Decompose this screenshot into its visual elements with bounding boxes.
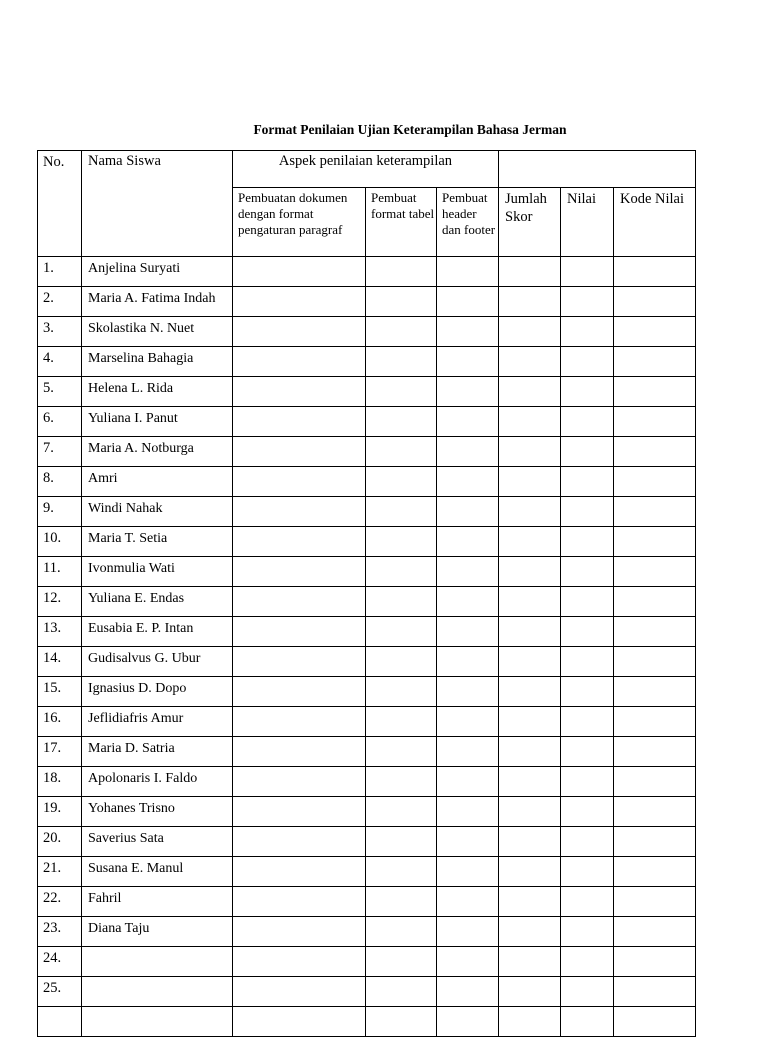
student-name: Diana Taju [82,917,233,947]
row-number: 21. [38,857,82,887]
score-cell [561,857,614,887]
student-name: Amri [82,467,233,497]
student-name: Yohanes Trisno [82,797,233,827]
table-row [38,887,696,917]
score-cell [366,707,437,737]
score-cell [366,557,437,587]
score-cell [233,707,366,737]
score-cell [233,317,366,347]
table-row [38,827,696,857]
score-cell [614,317,696,347]
table-row [38,647,696,677]
score-cell [499,587,561,617]
header-pembuat-header-footer: Pembuat header dan footer [437,188,499,257]
score-cell [614,827,696,857]
score-cell [366,977,437,1007]
score-cell [614,977,696,1007]
score-cell [614,917,696,947]
score-cell [366,617,437,647]
table-row [38,677,696,707]
score-cell [437,497,499,527]
score-cell [437,737,499,767]
score-cell [366,407,437,437]
score-cell [366,947,437,977]
score-cell [437,977,499,1007]
score-cell [561,587,614,617]
student-name: Ivonmulia Wati [82,557,233,587]
score-cell [561,347,614,377]
table-row [38,347,696,377]
score-cell [614,767,696,797]
score-cell [366,797,437,827]
score-cell [233,497,366,527]
score-cell [561,917,614,947]
student-name: Yuliana E. Endas [82,587,233,617]
score-cell [614,947,696,977]
score-cell [499,617,561,647]
table-row [38,947,696,977]
student-name: Maria A. Notburga [82,437,233,467]
header-pembuatan-dokumen: Pembuatan dokumen dengan format pengaturan paragraf [233,188,366,257]
score-cell [233,767,366,797]
row-number: 1. [38,257,82,287]
score-cell [614,377,696,407]
score-cell [233,557,366,587]
row-number: 2. [38,287,82,317]
student-name: Skolastika N. Nuet [82,317,233,347]
row-number: 7. [38,437,82,467]
score-cell [233,827,366,857]
row-number: 17. [38,737,82,767]
table-row [38,437,696,467]
score-cell [366,497,437,527]
score-cell [614,347,696,377]
score-cell [561,797,614,827]
score-cell [499,827,561,857]
score-cell [561,407,614,437]
score-cell [233,377,366,407]
score-cell [614,257,696,287]
score-cell [437,827,499,857]
student-name: Maria D. Satria [82,737,233,767]
score-cell [614,287,696,317]
row-number: 5. [38,377,82,407]
header-aspek: Aspek penilaian keterampilan [233,151,499,188]
score-cell [499,857,561,887]
score-cell [614,407,696,437]
score-cell [499,347,561,377]
score-cell [499,527,561,557]
score-cell [233,257,366,287]
row-number: 9. [38,497,82,527]
score-cell [366,347,437,377]
score-cell [233,527,366,557]
score-cell [366,737,437,767]
score-cell [614,587,696,617]
score-cell [366,767,437,797]
row-number: 11. [38,557,82,587]
score-cell [233,407,366,437]
row-number: 15. [38,677,82,707]
score-cell [233,437,366,467]
score-cell [561,977,614,1007]
row-number: 23. [38,917,82,947]
score-cell [366,377,437,407]
score-cell [561,1007,614,1037]
score-cell [499,947,561,977]
student-name: Marselina Bahagia [82,347,233,377]
row-number: 25. [38,977,82,1007]
score-cell [614,797,696,827]
table-row [38,407,696,437]
row-number [38,1007,82,1037]
score-cell [437,617,499,647]
score-cell [233,287,366,317]
score-cell [499,887,561,917]
score-cell [499,1007,561,1037]
score-cell [437,557,499,587]
score-cell [233,587,366,617]
score-cell [233,947,366,977]
student-name: Windi Nahak [82,497,233,527]
assessment-table [37,150,696,1037]
student-name: Anjelina Suryati [82,257,233,287]
header-no: No. [38,151,82,257]
score-cell [499,467,561,497]
score-cell [437,917,499,947]
score-cell [614,527,696,557]
row-number: 8. [38,467,82,497]
row-number: 10. [38,527,82,557]
score-cell [561,887,614,917]
score-cell [437,677,499,707]
score-cell [366,1007,437,1037]
score-cell [499,797,561,827]
table-row [38,557,696,587]
header-nama-siswa: Nama Siswa [82,151,233,257]
score-cell [437,407,499,437]
table-row [38,497,696,527]
score-cell [233,857,366,887]
table-row [38,527,696,557]
score-cell [366,647,437,677]
score-cell [561,467,614,497]
table-row [38,977,696,1007]
table-row [38,737,696,767]
student-name: Jeflidiafris Amur [82,707,233,737]
score-cell [437,377,499,407]
student-name: Maria A. Fatima Indah [82,287,233,317]
score-cell [499,767,561,797]
table-row [38,257,696,287]
score-cell [437,287,499,317]
row-number: 19. [38,797,82,827]
score-cell [366,287,437,317]
table-row [38,587,696,617]
score-cell [233,677,366,707]
table-row [38,287,696,317]
student-name: Helena L. Rida [82,377,233,407]
score-cell [614,737,696,767]
score-cell [561,707,614,737]
score-cell [499,287,561,317]
row-number: 24. [38,947,82,977]
table-row [38,917,696,947]
score-cell [499,317,561,347]
score-cell [499,257,561,287]
header-row-1 [38,151,696,188]
score-cell [366,887,437,917]
score-cell [614,437,696,467]
score-cell [366,857,437,887]
student-name: Fahril [82,887,233,917]
score-cell [437,947,499,977]
student-name: Susana E. Manul [82,857,233,887]
score-cell [561,257,614,287]
score-cell [437,767,499,797]
score-cell [366,437,437,467]
row-number: 22. [38,887,82,917]
header-empty-cell [499,151,696,188]
student-name [82,977,233,1007]
score-cell [561,497,614,527]
score-cell [614,557,696,587]
row-number: 13. [38,617,82,647]
score-cell [614,497,696,527]
score-cell [614,617,696,647]
score-cell [561,437,614,467]
score-cell [561,617,614,647]
score-cell [499,977,561,1007]
score-cell [561,287,614,317]
student-name: Apolonaris I. Faldo [82,767,233,797]
row-number: 14. [38,647,82,677]
student-name [82,947,233,977]
student-name: Yuliana I. Panut [82,407,233,437]
row-number: 6. [38,407,82,437]
score-cell [614,707,696,737]
score-cell [437,437,499,467]
student-name: Eusabia E. P. Intan [82,617,233,647]
score-cell [366,257,437,287]
row-number: 4. [38,347,82,377]
score-cell [366,317,437,347]
score-cell [437,1007,499,1037]
score-cell [437,587,499,617]
student-name: Gudisalvus G. Ubur [82,647,233,677]
table-row [38,707,696,737]
score-cell [561,827,614,857]
student-name: Saverius Sata [82,827,233,857]
score-cell [561,557,614,587]
score-cell [366,527,437,557]
row-number: 20. [38,827,82,857]
row-number: 3. [38,317,82,347]
header-pembuat-format-tabel: Pembuat format tabel [366,188,437,257]
score-cell [561,767,614,797]
score-cell [366,917,437,947]
score-cell [437,347,499,377]
score-cell [561,947,614,977]
score-cell [499,677,561,707]
score-cell [233,977,366,1007]
table-row [38,617,696,647]
score-cell [499,557,561,587]
score-cell [366,587,437,617]
score-cell [233,347,366,377]
score-cell [499,917,561,947]
score-cell [561,647,614,677]
table-row [38,1007,696,1037]
table-row [38,857,696,887]
student-name: Ignasius D. Dopo [82,677,233,707]
score-cell [499,647,561,677]
score-cell [233,647,366,677]
row-number: 18. [38,767,82,797]
score-cell [366,827,437,857]
score-cell [437,887,499,917]
score-cell [437,317,499,347]
score-cell [233,467,366,497]
document-title: Format Penilaian Ujian Keterampilan Bahasa Jerman [253,122,567,137]
score-cell [614,647,696,677]
student-name [82,1007,233,1037]
score-cell [366,677,437,707]
score-cell [499,377,561,407]
score-cell [561,317,614,347]
score-cell [233,887,366,917]
score-cell [437,257,499,287]
score-cell [437,527,499,557]
header-jumlah-skor: Jumlah Skor [499,188,561,257]
row-number: 16. [38,707,82,737]
score-cell [233,917,366,947]
score-cell [437,467,499,497]
header-kode-nilai: Kode Nilai [614,188,696,257]
score-cell [499,707,561,737]
score-cell [233,737,366,767]
table-row [38,467,696,497]
score-cell [233,1007,366,1037]
score-cell [366,467,437,497]
score-cell [614,857,696,887]
student-name: Maria T. Setia [82,527,233,557]
table-row [38,797,696,827]
score-cell [233,797,366,827]
score-cell [614,887,696,917]
score-cell [437,857,499,887]
header-nilai: Nilai [561,188,614,257]
score-cell [561,677,614,707]
score-cell [437,647,499,677]
score-cell [614,677,696,707]
row-number: 12. [38,587,82,617]
table-row [38,377,696,407]
score-cell [437,707,499,737]
score-cell [614,1007,696,1037]
table-row [38,317,696,347]
score-cell [499,497,561,527]
score-cell [561,737,614,767]
score-cell [561,527,614,557]
score-cell [499,437,561,467]
score-cell [499,737,561,767]
score-cell [499,407,561,437]
table-row [38,767,696,797]
score-cell [614,467,696,497]
score-cell [437,797,499,827]
score-cell [561,377,614,407]
score-cell [233,617,366,647]
